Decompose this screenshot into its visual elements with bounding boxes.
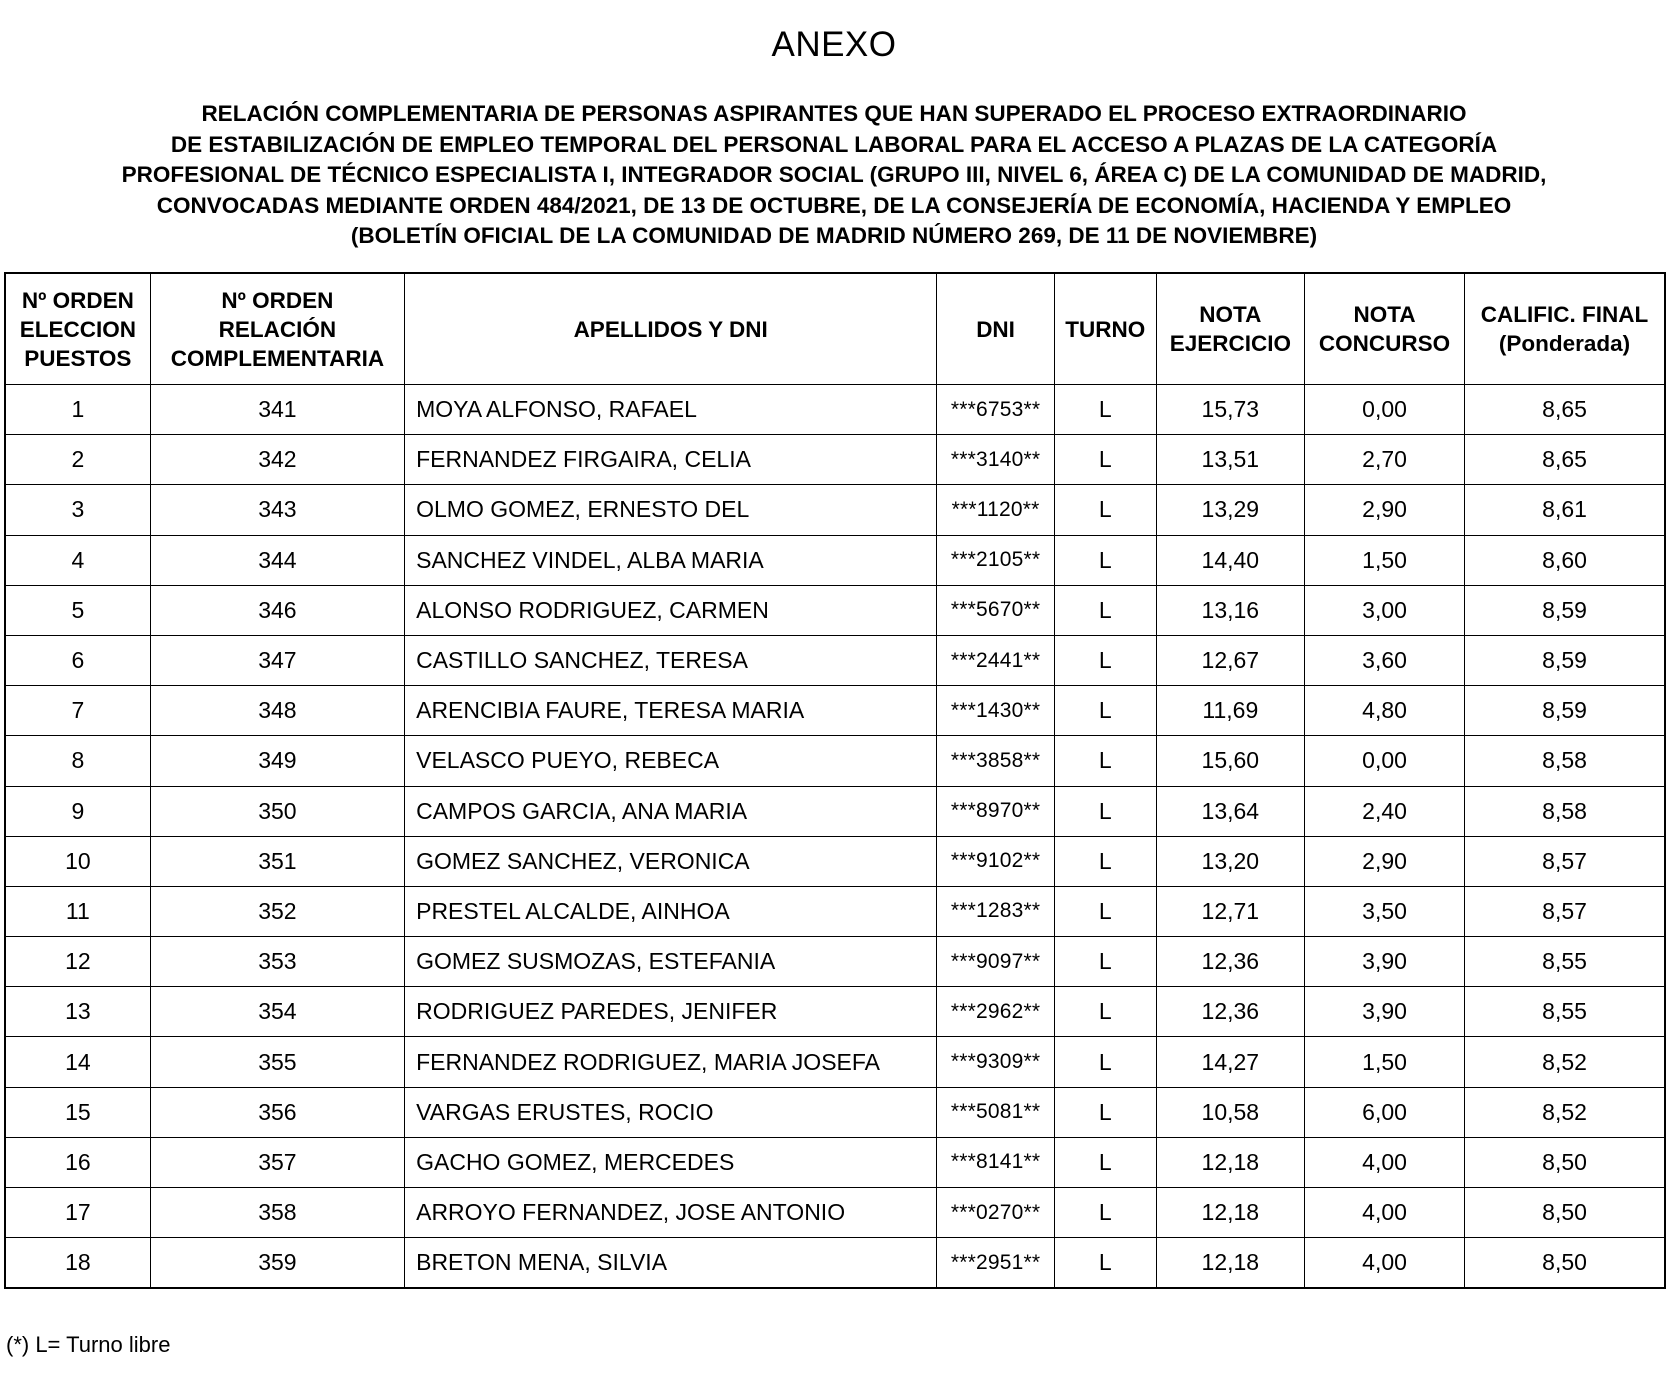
- cell-relacion: 357: [150, 1137, 404, 1187]
- cell-dni: ***2962**: [937, 987, 1055, 1037]
- cell-nombre: FERNANDEZ RODRIGUEZ, MARIA JOSEFA: [405, 1037, 937, 1087]
- document-subtitle: [20, 99, 1648, 252]
- cell-eleccion: 6: [5, 635, 150, 685]
- cell-turno: L: [1054, 937, 1156, 987]
- cell-turno: L: [1054, 435, 1156, 485]
- cell-nota-ejercicio: 13,29: [1156, 485, 1304, 535]
- cell-eleccion: 8: [5, 736, 150, 786]
- cell-nota-concurso: 4,00: [1305, 1238, 1465, 1289]
- cell-nota-concurso: 3,00: [1305, 585, 1465, 635]
- cell-nota-ejercicio: 13,64: [1156, 786, 1304, 836]
- cell-turno: L: [1054, 786, 1156, 836]
- cell-turno: L: [1054, 1037, 1156, 1087]
- cell-nota-ejercicio: 11,69: [1156, 686, 1304, 736]
- cell-relacion: 350: [150, 786, 404, 836]
- cell-calific-final: 8,60: [1465, 535, 1665, 585]
- table-row: [5, 485, 1665, 535]
- cell-calific-final: 8,50: [1465, 1188, 1665, 1238]
- cell-eleccion: 7: [5, 686, 150, 736]
- cell-eleccion: 16: [5, 1137, 150, 1187]
- cell-nombre: GOMEZ SUSMOZAS, ESTEFANIA: [405, 937, 937, 987]
- cell-nota-ejercicio: 12,36: [1156, 937, 1304, 987]
- cell-turno: L: [1054, 736, 1156, 786]
- table-row: [5, 937, 1665, 987]
- header-line: Nº ORDEN: [21, 287, 134, 313]
- cell-turno: L: [1054, 1137, 1156, 1187]
- table-row: [5, 385, 1665, 435]
- cell-nota-concurso: 1,50: [1305, 1037, 1465, 1087]
- cell-nombre: VARGAS ERUSTES, ROCIO: [405, 1087, 937, 1137]
- cell-nota-concurso: 2,40: [1305, 786, 1465, 836]
- cell-nota-concurso: 2,90: [1305, 485, 1465, 535]
- cell-eleccion: 5: [5, 585, 150, 635]
- cell-dni: ***6753**: [937, 385, 1055, 435]
- cell-nota-concurso: 0,00: [1305, 385, 1465, 435]
- cell-nombre: ARROYO FERNANDEZ, JOSE ANTONIO: [405, 1188, 937, 1238]
- header-orden-relacion: [150, 273, 404, 385]
- table-header-row: [5, 273, 1665, 385]
- subtitle-line: PROFESIONAL DE TÉCNICO ESPECIALISTA I, INTEGRADOR SOCIAL (GRUPO III, NIVEL 6, ÁREA C) DE LA COMUNIDAD DE MADRID,: [121, 162, 1547, 187]
- cell-relacion: 342: [150, 435, 404, 485]
- cell-turno: L: [1054, 585, 1156, 635]
- cell-nota-concurso: 4,80: [1305, 686, 1465, 736]
- cell-dni: ***1120**: [937, 485, 1055, 535]
- footnote: (*) L= Turno libre: [6, 1332, 171, 1357]
- cell-nota-concurso: 3,90: [1305, 937, 1465, 987]
- cell-relacion: 343: [150, 485, 404, 535]
- cell-relacion: 358: [150, 1188, 404, 1238]
- cell-relacion: 347: [150, 635, 404, 685]
- cell-dni: ***0270**: [937, 1188, 1055, 1238]
- cell-nombre: RODRIGUEZ PAREDES, JENIFER: [405, 987, 937, 1037]
- cell-nombre: VELASCO PUEYO, REBECA: [405, 736, 937, 786]
- cell-nota-ejercicio: 13,20: [1156, 836, 1304, 886]
- cell-calific-final: 8,50: [1465, 1238, 1665, 1289]
- cell-nombre: FERNANDEZ FIRGAIRA, CELIA: [405, 435, 937, 485]
- header-line: NOTA: [1199, 302, 1262, 327]
- cell-eleccion: 15: [5, 1087, 150, 1137]
- header-line: PUESTOS: [24, 345, 132, 371]
- cell-calific-final: 8,57: [1465, 886, 1665, 936]
- header-line: COMPLEMENTARIA: [170, 345, 385, 371]
- table-row: [5, 635, 1665, 685]
- cell-nota-concurso: 4,00: [1305, 1137, 1465, 1187]
- cell-nota-concurso: 1,50: [1305, 535, 1465, 585]
- table-row: [5, 1087, 1665, 1137]
- cell-turno: L: [1054, 635, 1156, 685]
- header-nota-concurso: [1305, 273, 1465, 385]
- cell-dni: ***9102**: [937, 836, 1055, 886]
- cell-eleccion: 17: [5, 1188, 150, 1238]
- header-line: ELECCION: [19, 316, 136, 342]
- cell-dni: ***1283**: [937, 886, 1055, 936]
- cell-calific-final: 8,57: [1465, 836, 1665, 886]
- cell-dni: ***9097**: [937, 937, 1055, 987]
- cell-eleccion: 4: [5, 535, 150, 585]
- header-calific-final: [1465, 273, 1665, 385]
- cell-nota-concurso: 4,00: [1305, 1188, 1465, 1238]
- cell-relacion: 353: [150, 937, 404, 987]
- cell-dni: ***2951**: [937, 1238, 1055, 1289]
- cell-turno: L: [1054, 686, 1156, 736]
- table-row: [5, 736, 1665, 786]
- cell-calific-final: 8,58: [1465, 736, 1665, 786]
- cell-nota-concurso: 0,00: [1305, 736, 1465, 786]
- subtitle-line: (BOLETÍN OFICIAL DE LA COMUNIDAD DE MADRID NÚMERO 269, DE 11 DE NOVIEMBRE): [350, 223, 1318, 248]
- cell-calific-final: 8,59: [1465, 635, 1665, 685]
- cell-relacion: 348: [150, 686, 404, 736]
- cell-nota-ejercicio: 12,67: [1156, 635, 1304, 685]
- header-line: CALIFIC. FINAL: [1480, 302, 1649, 327]
- cell-dni: ***2105**: [937, 535, 1055, 585]
- header-dni: [937, 273, 1055, 385]
- cell-nota-ejercicio: 13,51: [1156, 435, 1304, 485]
- cell-turno: L: [1054, 535, 1156, 585]
- cell-relacion: 359: [150, 1238, 404, 1289]
- cell-nombre: ARENCIBIA FAURE, TERESA MARIA: [405, 686, 937, 736]
- cell-turno: L: [1054, 836, 1156, 886]
- cell-nota-ejercicio: 15,73: [1156, 385, 1304, 435]
- cell-eleccion: 13: [5, 987, 150, 1037]
- cell-turno: L: [1054, 485, 1156, 535]
- cell-turno: L: [1054, 987, 1156, 1037]
- cell-relacion: 346: [150, 585, 404, 635]
- cell-turno: L: [1054, 1238, 1156, 1289]
- cell-turno: L: [1054, 886, 1156, 936]
- table-row: [5, 836, 1665, 886]
- cell-relacion: 352: [150, 886, 404, 936]
- cell-calific-final: 8,65: [1465, 385, 1665, 435]
- cell-nota-ejercicio: 12,18: [1156, 1238, 1304, 1289]
- cell-nombre: MOYA ALFONSO, RAFAEL: [405, 385, 937, 435]
- results-table: [4, 272, 1666, 1289]
- cell-calific-final: 8,52: [1465, 1087, 1665, 1137]
- table-row: [5, 686, 1665, 736]
- cell-dni: ***3858**: [937, 736, 1055, 786]
- cell-nombre: CAMPOS GARCIA, ANA MARIA: [405, 786, 937, 836]
- table-row: [5, 1188, 1665, 1238]
- cell-calific-final: 8,55: [1465, 937, 1665, 987]
- cell-nombre: GOMEZ SANCHEZ, VERONICA: [405, 836, 937, 886]
- cell-calific-final: 8,61: [1465, 485, 1665, 535]
- table-row: [5, 1137, 1665, 1187]
- cell-nota-ejercicio: 12,71: [1156, 886, 1304, 936]
- table-row: [5, 1238, 1665, 1289]
- cell-dni: ***9309**: [937, 1037, 1055, 1087]
- cell-relacion: 351: [150, 836, 404, 886]
- header-line: DNI: [976, 316, 1015, 342]
- table-row: [5, 786, 1665, 836]
- cell-nota-concurso: 6,00: [1305, 1087, 1465, 1137]
- cell-nombre: OLMO GOMEZ, ERNESTO DEL: [405, 485, 937, 535]
- header-line: EJERCICIO: [1169, 331, 1291, 356]
- cell-calific-final: 8,50: [1465, 1137, 1665, 1187]
- cell-nombre: GACHO GOMEZ, MERCEDES: [405, 1137, 937, 1187]
- cell-eleccion: 9: [5, 786, 150, 836]
- cell-eleccion: 14: [5, 1037, 150, 1087]
- cell-dni: ***3140**: [937, 435, 1055, 485]
- document-heading: ANEXO: [771, 25, 897, 64]
- cell-nota-ejercicio: 12,36: [1156, 987, 1304, 1037]
- cell-relacion: 341: [150, 385, 404, 435]
- cell-nombre: SANCHEZ VINDEL, ALBA MARIA: [405, 535, 937, 585]
- table-row: [5, 886, 1665, 936]
- cell-nota-concurso: 2,70: [1305, 435, 1465, 485]
- cell-eleccion: 3: [5, 485, 150, 535]
- cell-nota-concurso: 2,90: [1305, 836, 1465, 886]
- cell-dni: ***8141**: [937, 1137, 1055, 1187]
- cell-eleccion: 10: [5, 836, 150, 886]
- cell-nota-ejercicio: 14,27: [1156, 1037, 1304, 1087]
- header-line: (Ponderada): [1498, 331, 1631, 356]
- table-row: [5, 987, 1665, 1037]
- header-line: CONCURSO: [1318, 331, 1451, 356]
- header-line: APELLIDOS Y DNI: [573, 316, 768, 342]
- header-orden-eleccion: [5, 273, 150, 385]
- cell-eleccion: 2: [5, 435, 150, 485]
- cell-dni: ***8970**: [937, 786, 1055, 836]
- cell-calific-final: 8,52: [1465, 1037, 1665, 1087]
- cell-dni: ***1430**: [937, 686, 1055, 736]
- table-row: [5, 585, 1665, 635]
- table-row: [5, 435, 1665, 485]
- subtitle-line: DE ESTABILIZACIÓN DE EMPLEO TEMPORAL DEL PERSONAL LABORAL PARA EL ACCESO A PLAZAS DE LA CATEGORÍA: [170, 131, 1498, 157]
- cell-nombre: CASTILLO SANCHEZ, TERESA: [405, 635, 937, 685]
- cell-nota-concurso: 3,90: [1305, 987, 1465, 1037]
- cell-calific-final: 8,59: [1465, 585, 1665, 635]
- cell-relacion: 344: [150, 535, 404, 585]
- cell-nombre: BRETON MENA, SILVIA: [405, 1238, 937, 1289]
- cell-nota-ejercicio: 12,18: [1156, 1188, 1304, 1238]
- cell-nombre: PRESTEL ALCALDE, AINHOA: [405, 886, 937, 936]
- header-line: Nº ORDEN: [221, 287, 334, 313]
- cell-calific-final: 8,55: [1465, 987, 1665, 1037]
- cell-calific-final: 8,65: [1465, 435, 1665, 485]
- cell-nota-concurso: 3,50: [1305, 886, 1465, 936]
- cell-relacion: 356: [150, 1087, 404, 1137]
- cell-nota-ejercicio: 13,16: [1156, 585, 1304, 635]
- cell-relacion: 354: [150, 987, 404, 1037]
- cell-calific-final: 8,59: [1465, 686, 1665, 736]
- cell-dni: ***5081**: [937, 1087, 1055, 1137]
- subtitle-line: CONVOCADAS MEDIANTE ORDEN 484/2021, DE 13 DE OCTUBRE, DE LA CONSEJERÍA DE ECONOMÍA, HACIENDA Y EMPLEO: [156, 192, 1512, 218]
- cell-nombre: ALONSO RODRIGUEZ, CARMEN: [405, 585, 937, 635]
- cell-calific-final: 8,58: [1465, 786, 1665, 836]
- cell-nota-ejercicio: 10,58: [1156, 1087, 1304, 1137]
- cell-eleccion: 12: [5, 937, 150, 987]
- cell-nota-concurso: 3,60: [1305, 635, 1465, 685]
- cell-eleccion: 11: [5, 886, 150, 936]
- cell-dni: ***5670**: [937, 585, 1055, 635]
- cell-eleccion: 18: [5, 1238, 150, 1289]
- cell-nota-ejercicio: 14,40: [1156, 535, 1304, 585]
- header-line: TURNO: [1065, 316, 1146, 342]
- cell-turno: L: [1054, 1188, 1156, 1238]
- cell-relacion: 349: [150, 736, 404, 786]
- cell-nota-ejercicio: 15,60: [1156, 736, 1304, 786]
- cell-relacion: 355: [150, 1037, 404, 1087]
- cell-eleccion: 1: [5, 385, 150, 435]
- cell-turno: L: [1054, 1087, 1156, 1137]
- cell-turno: L: [1054, 385, 1156, 435]
- cell-nota-ejercicio: 12,18: [1156, 1137, 1304, 1187]
- header-line: RELACIÓN: [218, 316, 337, 342]
- table-row: [5, 1037, 1665, 1087]
- header-nota-ejercicio: [1156, 273, 1304, 385]
- header-apellidos: [405, 273, 937, 385]
- header-line: NOTA: [1353, 302, 1416, 327]
- table-row: [5, 535, 1665, 585]
- cell-dni: ***2441**: [937, 635, 1055, 685]
- header-turno: [1054, 273, 1156, 385]
- subtitle-line: RELACIÓN COMPLEMENTARIA DE PERSONAS ASPIRANTES QUE HAN SUPERADO EL PROCESO EXTRAORDINARIO: [201, 101, 1467, 126]
